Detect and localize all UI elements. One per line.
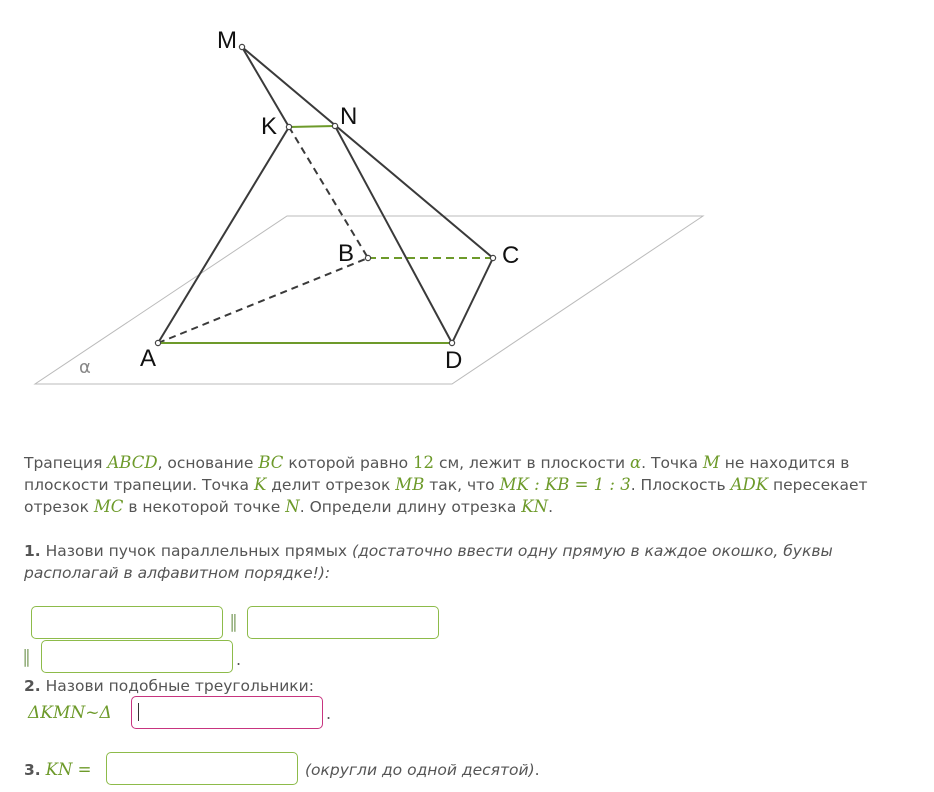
question-1 [24, 540, 904, 584]
vertex-a [155, 340, 160, 345]
var-bc: BC [258, 453, 284, 472]
question-3 [24, 759, 114, 781]
edge-cd [452, 258, 493, 343]
vertex-b [365, 255, 370, 260]
label-n: N [340, 103, 358, 130]
problem-text: так, что [424, 476, 500, 494]
label-d: D [445, 347, 463, 374]
var-abcd: ABCD [107, 453, 158, 472]
edge-kn [289, 126, 335, 127]
parallel-line-input-1[interactable] [31, 606, 223, 639]
edge-kb [289, 127, 368, 258]
label-k: K [261, 113, 278, 140]
var-kn-equals: KN = [45, 760, 92, 779]
var-k: K [253, 475, 267, 494]
var-kn: KN [521, 497, 549, 516]
question-text: Назови подобные треугольники: [40, 677, 314, 695]
problem-text: не находится в плоскости трапеции. Точка [24, 454, 850, 494]
vertex-k [286, 124, 291, 129]
edge-ka [158, 127, 289, 343]
problem-text: . Точка [641, 454, 703, 472]
label-b: B [338, 240, 355, 267]
edge-mc [242, 47, 493, 258]
sentence-end: . [534, 761, 540, 779]
var-alpha: α [629, 453, 642, 472]
edge-nd [335, 126, 452, 343]
label-a: A [140, 345, 157, 372]
problem-text: . [548, 498, 553, 516]
var-ratio: MK : KB = 1 : 3 [499, 475, 631, 494]
var-mc: MC [93, 497, 124, 516]
plane-alpha [35, 216, 703, 384]
similar-triangle-prefix: ΔKMN~Δ [28, 703, 112, 723]
sentence-end: . [236, 650, 242, 669]
label-c: C [502, 242, 520, 269]
var-mb: MB [395, 475, 425, 494]
vertex-m [239, 44, 244, 49]
problem-text: . Определи длину отрезка [299, 498, 522, 516]
problem-text: которой равно [283, 454, 414, 472]
problem-text: . Плоскость [630, 476, 731, 494]
var-adk: ADK [730, 475, 769, 494]
problem-text: см, лежит в плоскости [434, 454, 630, 472]
vertex-n [332, 123, 337, 128]
edge-ab [158, 258, 368, 343]
problem-text: , основание [157, 454, 259, 472]
vertex-d [449, 340, 454, 345]
parallel-line-input-2[interactable] [247, 606, 439, 639]
text-caret [138, 703, 139, 721]
problem-text: в некоторой точке [123, 498, 286, 516]
question-number: 3. [24, 761, 41, 779]
sentence-end: . [326, 704, 332, 723]
label-m: M [217, 27, 237, 54]
question-text: Назови пучок параллельных прямых [40, 542, 353, 560]
question-3-hint [305, 759, 605, 781]
problem-statement [24, 452, 924, 518]
question-number: 1. [24, 542, 41, 560]
question-2 [24, 675, 624, 697]
kn-length-input[interactable] [106, 752, 298, 785]
var-n: N [285, 497, 300, 516]
label-alpha: α [79, 357, 91, 378]
question-hint: (достаточно ввести одну прямую в каждое окошко, буквы располагай в алфавитном порядке!): [24, 542, 833, 582]
vertex-c [490, 255, 495, 260]
num-12: 12 [413, 453, 435, 472]
parallel-symbol: ∥ [229, 612, 238, 633]
rounding-hint: (округли до одной десятой) [305, 761, 535, 779]
parallel-symbol: ∥ [22, 647, 31, 668]
problem-text: пересекает отрезок [24, 476, 868, 516]
problem-text: делит отрезок [266, 476, 396, 494]
parallel-line-input-3[interactable] [41, 640, 233, 673]
similar-triangle-input[interactable] [131, 696, 323, 729]
problem-text: Трапеция [24, 454, 108, 472]
question-number: 2. [24, 677, 41, 695]
var-m: M [702, 453, 720, 472]
